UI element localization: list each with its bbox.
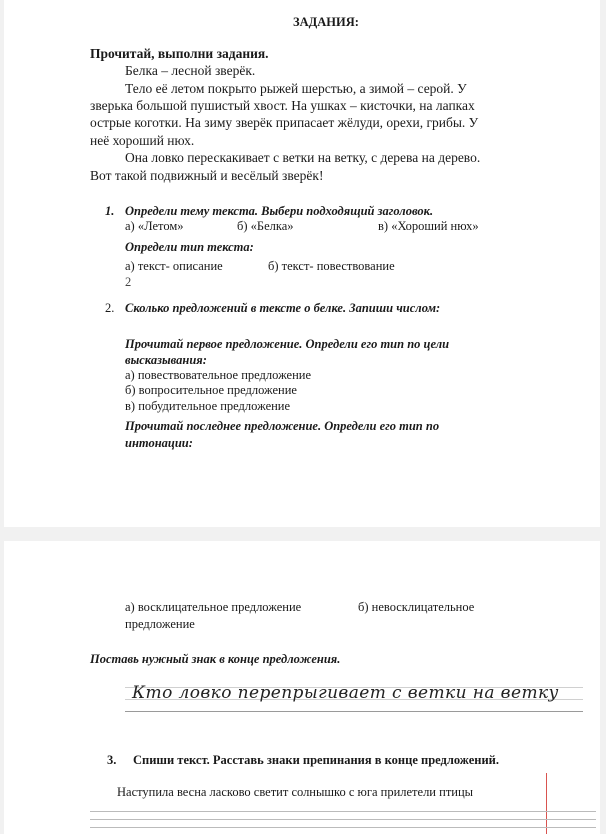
- last-sentence-heading: интонации:: [125, 436, 193, 450]
- margin-line: [546, 773, 547, 834]
- intro-heading: Прочитай, выполни задания.: [90, 46, 269, 61]
- text-type-option: а) текст- описание: [125, 259, 223, 273]
- task2-heading: Сколько предложений в тексте о белке. Запиши числом:: [125, 301, 441, 315]
- last-sentence-heading: Прочитай последнее предложение. Определи его тип по: [125, 419, 440, 433]
- worksheet-page-1: [4, 0, 600, 527]
- text-type-heading: Определи тип текста:: [125, 240, 254, 254]
- writing-line: [90, 811, 596, 812]
- task1-number: 1.: [105, 204, 115, 218]
- task3-text: Наступила весна ласково светит солнышко с юга прилетели птицы: [117, 785, 474, 799]
- writing-line: [125, 711, 583, 712]
- purpose-option: а) повествовательное предложение: [125, 368, 312, 382]
- title-option: а) «Летом»: [125, 219, 184, 233]
- text-line: Белка – лесной зверёк.: [125, 63, 256, 78]
- text-line: зверька большой пушистый хвост. На ушках – кисточки, на лапках: [90, 98, 475, 113]
- text-line: Она ловко перескакивает с ветки на ветку, с дерева на дерево.: [125, 150, 481, 165]
- punctuation-heading: Поставь нужный знак в конце предложения.: [90, 652, 341, 666]
- task3-heading: Спиши текст. Расставь знаки препинания в конце предложений.: [133, 753, 499, 767]
- intonation-option: б) невосклицательное: [358, 600, 475, 614]
- text-line: Тело её летом покрыто рыжей шерстью, а зимой – серой. У: [125, 81, 467, 96]
- text-line: неё хороший нюх.: [90, 133, 195, 148]
- first-sentence-heading: высказывания:: [125, 353, 207, 367]
- first-sentence-heading: Прочитай первое предложение. Определи его тип по цели: [125, 337, 450, 351]
- task1-answer: 2: [125, 275, 132, 289]
- page-title: ЗАДАНИЯ:: [293, 15, 359, 29]
- intonation-option: а) восклицательное предложение: [125, 600, 302, 614]
- text-line: Вот такой подвижный и весёлый зверёк!: [90, 168, 324, 183]
- intonation-option-wrap: предложение: [125, 617, 195, 631]
- purpose-option: в) побудительное предложение: [125, 399, 291, 413]
- title-option: б) «Белка»: [237, 219, 294, 233]
- handwritten-sentence: Кто ловко перепрыгивает с ветки на ветку: [132, 683, 559, 703]
- task1-heading: Определи тему текста. Выбери подходящий заголовок.: [125, 204, 434, 218]
- writing-line: [90, 827, 596, 828]
- task3-number: 3.: [107, 753, 117, 767]
- writing-line: [90, 819, 596, 820]
- text-type-option: б) текст- повествование: [268, 259, 395, 273]
- text-line: острые коготки. На зиму зверёк припасает жёлуди, орехи, грибы. У: [90, 115, 479, 130]
- task2-number: 2.: [105, 301, 115, 315]
- worksheet-page-2: [4, 541, 600, 834]
- purpose-option: б) вопросительное предложение: [125, 383, 297, 397]
- title-option: в) «Хороший нюх»: [378, 219, 479, 233]
